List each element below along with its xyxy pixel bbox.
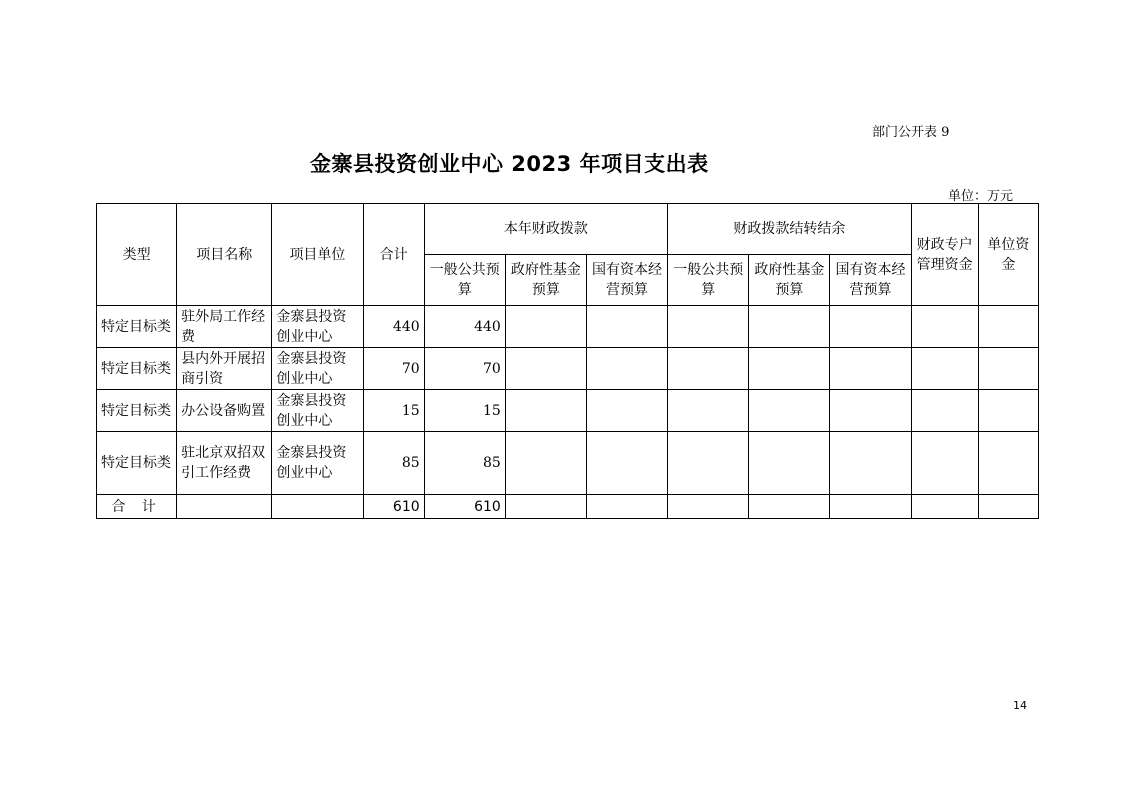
subheader-government-fund: 政府性基金预算 <box>505 255 586 306</box>
table-row <box>97 348 1039 390</box>
cell-empty <box>978 348 1038 390</box>
cell-project-name: 县内外开展招商引资 <box>177 348 272 390</box>
cell-empty <box>586 348 667 390</box>
header-current-year-group: 本年财政拨款 <box>424 204 667 255</box>
subheader-carryover-government-fund: 政府性基金预算 <box>749 255 830 306</box>
header-project-name: 项目名称 <box>177 204 272 306</box>
cell-empty <box>830 432 911 495</box>
cell-empty <box>668 390 749 432</box>
cell-empty <box>177 495 272 519</box>
subheader-state-capital: 国有资本经营预算 <box>586 255 667 306</box>
cell-total: 85 <box>363 432 424 495</box>
cell-total: 15 <box>363 390 424 432</box>
total-general-budget: 610 <box>424 495 505 519</box>
cell-empty <box>978 390 1038 432</box>
cell-empty <box>586 390 667 432</box>
cell-type: 特定目标类 <box>97 348 177 390</box>
cell-empty <box>505 495 586 519</box>
cell-project-unit: 金寨县投资创业中心 <box>272 348 363 390</box>
subheader-carryover-state-capital: 国有资本经营预算 <box>830 255 911 306</box>
cell-empty <box>978 495 1038 519</box>
cell-empty <box>749 306 830 348</box>
cell-empty <box>272 495 363 519</box>
subheader-general-budget: 一般公共预算 <box>424 255 505 306</box>
cell-project-unit: 金寨县投资创业中心 <box>272 306 363 348</box>
cell-general-budget: 85 <box>424 432 505 495</box>
cell-empty <box>749 390 830 432</box>
cell-empty <box>586 432 667 495</box>
table-row <box>97 390 1039 432</box>
cell-empty <box>830 348 911 390</box>
header-type: 类型 <box>97 204 177 306</box>
cell-empty <box>586 495 667 519</box>
cell-project-name: 驻外局工作经费 <box>177 306 272 348</box>
cell-type: 特定目标类 <box>97 390 177 432</box>
cell-empty <box>911 348 978 390</box>
cell-empty <box>586 306 667 348</box>
cell-type: 特定目标类 <box>97 432 177 495</box>
cell-general-budget: 70 <box>424 348 505 390</box>
cell-empty <box>911 306 978 348</box>
header-carryover-group: 财政拨款结转结余 <box>668 204 911 255</box>
cell-empty <box>749 432 830 495</box>
table-row <box>97 432 1039 495</box>
cell-empty <box>749 495 830 519</box>
cell-type: 特定目标类 <box>97 306 177 348</box>
cell-empty <box>668 495 749 519</box>
cell-empty <box>505 432 586 495</box>
page-number: 14 <box>1013 699 1027 712</box>
cell-project-name: 驻北京双招双引工作经费 <box>177 432 272 495</box>
cell-empty <box>911 390 978 432</box>
cell-project-unit: 金寨县投资创业中心 <box>272 390 363 432</box>
cell-empty <box>668 306 749 348</box>
cell-empty <box>505 390 586 432</box>
total-label: 合 计 <box>97 495 177 519</box>
header-total: 合计 <box>363 204 424 306</box>
header-project-unit: 项目单位 <box>272 204 363 306</box>
cell-project-unit: 金寨县投资创业中心 <box>272 432 363 495</box>
cell-empty <box>505 306 586 348</box>
project-expenditure-table <box>96 203 1039 519</box>
cell-empty <box>749 348 830 390</box>
cell-empty <box>978 306 1038 348</box>
cell-total: 440 <box>363 306 424 348</box>
total-row <box>97 495 1039 519</box>
cell-empty <box>668 348 749 390</box>
cell-empty <box>911 495 978 519</box>
cell-empty <box>830 390 911 432</box>
header-unit-funds: 单位资金 <box>978 204 1038 306</box>
cell-empty <box>668 432 749 495</box>
cell-empty <box>505 348 586 390</box>
total-amount: 610 <box>363 495 424 519</box>
cell-total: 70 <box>363 348 424 390</box>
cell-project-name: 办公设备购置 <box>177 390 272 432</box>
table-row <box>97 306 1039 348</box>
cell-empty <box>911 432 978 495</box>
header-special-account: 财政专户管理资金 <box>911 204 978 306</box>
cell-empty <box>830 495 911 519</box>
cell-empty <box>978 432 1038 495</box>
document-title: 金寨县投资创业中心 2023 年项目支出表 <box>310 152 709 176</box>
cell-general-budget: 15 <box>424 390 505 432</box>
subheader-carryover-general-budget: 一般公共预算 <box>668 255 749 306</box>
cell-empty <box>830 306 911 348</box>
cell-general-budget: 440 <box>424 306 505 348</box>
unit-label: 单位：万元 <box>948 189 1014 204</box>
form-number: 部门公开表 9 <box>872 125 950 140</box>
